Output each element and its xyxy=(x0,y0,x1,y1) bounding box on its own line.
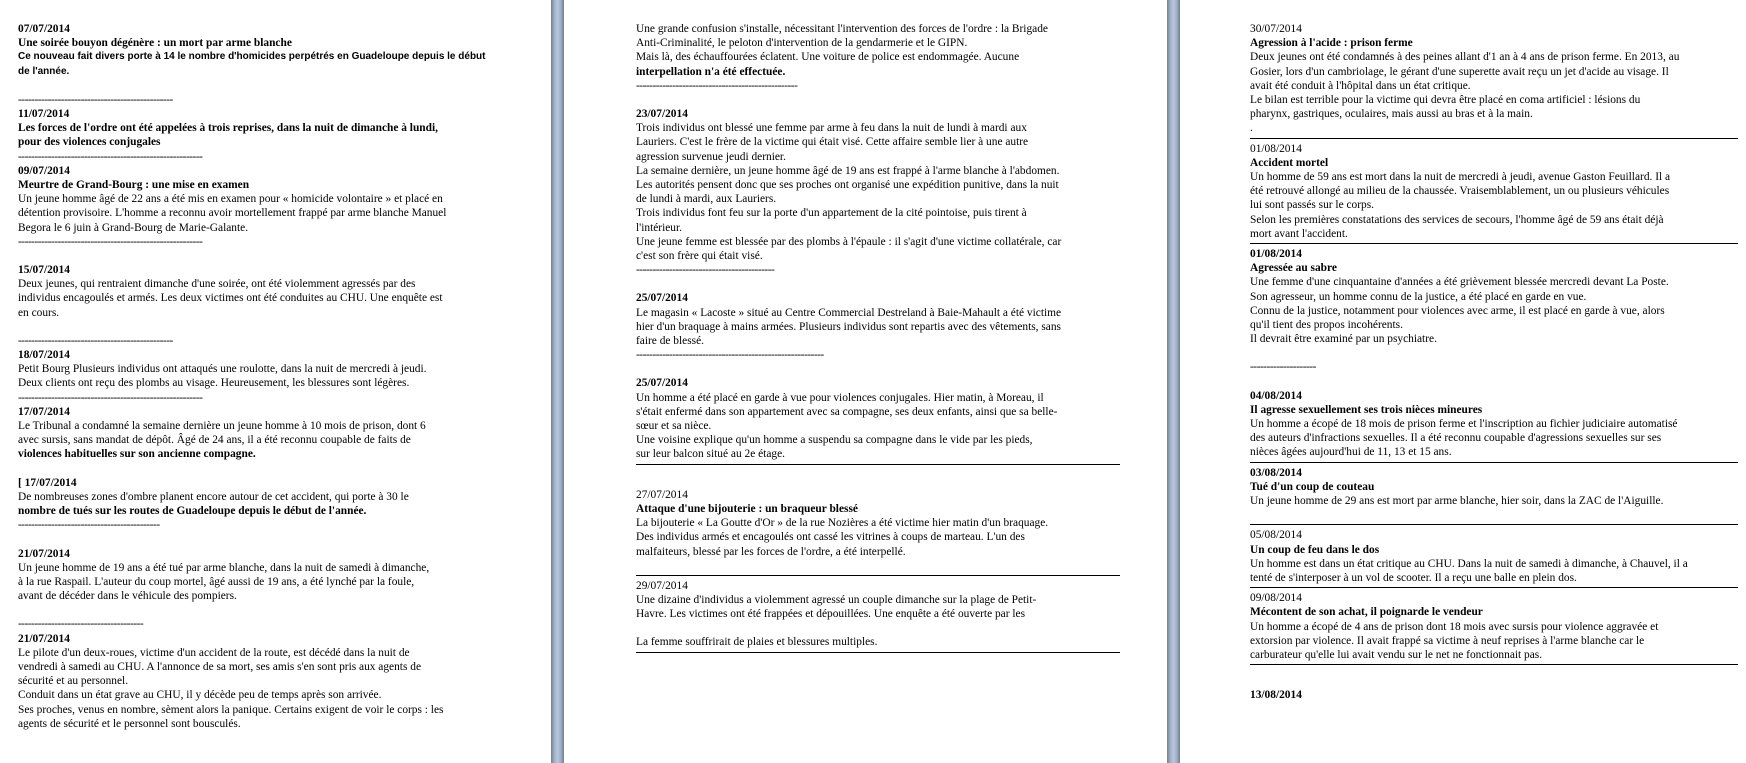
dashed-separator: ------------------------------------------ xyxy=(636,264,775,277)
text-line: Havre. Les victimes ont été frappées et dépouillées. Une enquête a été ouverte par les xyxy=(636,608,1026,621)
text-line: détention provisoire. L'homme a reconnu avoir mortellement frappé par arme blanche Manuel xyxy=(18,207,447,220)
text-line: Mais là, des échauffourées éclatent. Une voiture de police est endommagée. Aucune xyxy=(636,51,1020,64)
article-date: 07/07/2014 xyxy=(18,23,70,35)
spacer xyxy=(636,362,1120,376)
spacer xyxy=(636,468,1120,488)
text-line: pour des violences conjugales xyxy=(18,136,161,149)
text-line: Un homme a écopé de 18 mois de prison ferme et l'inscription au fichier judiciaire automatisé xyxy=(1250,418,1678,431)
text-line: carburateur qu'elle lui avait vendu sur le net ne fonctionnait pas. xyxy=(1250,648,1543,661)
separator-rule xyxy=(636,464,1120,465)
text-line: Attaque d'une bijouterie : un braqueur blessé xyxy=(636,502,858,515)
article-date: 01/08/2014 xyxy=(1250,248,1302,261)
text-line: Tué d'un coup de couteau xyxy=(1250,480,1375,493)
text-line: de l'année. xyxy=(18,65,70,77)
dashed-separator: -------------------------------------------------------- xyxy=(18,235,203,248)
text-line: De nombreuses zones d'ombre planent encore autour de cet accident, qui porte à 30 le xyxy=(18,490,409,503)
dashed-separator: -------------------- xyxy=(1250,361,1316,374)
text-line: Lauriers. C'est le frère de la victime qui était visé. Cette affaire semble lier à une autre xyxy=(636,136,1029,149)
text-line: sécurité et au personnel. xyxy=(18,675,129,688)
article-date: 03/08/2014 xyxy=(1250,466,1302,479)
text-line: Petit Bourg Plusieurs individus ont attaqués une roulotte, dans la nuit de mercredi à jeudi. xyxy=(18,363,427,376)
dashed-separator: ------------------------------------------------- xyxy=(636,79,798,92)
text-line: agents de sécurité et le personnel sont bousculés. xyxy=(18,717,241,730)
spacer xyxy=(18,320,538,334)
text-line: Accident mortel xyxy=(1250,156,1329,169)
text-line: faire de blessé. xyxy=(636,335,704,348)
text-line: Un homme de 59 ans est mort dans la nuit de mercredi à jeudi, avenue Gaston Feuillard. Il a xyxy=(1250,171,1671,184)
text-line: mort avant l'accident. xyxy=(1250,227,1348,240)
text-line: sœur et sa nièce. xyxy=(636,420,712,433)
text-line: La semaine dernière, un jeune homme âgé de 19 ans est frappé à l'arme blanche à l'abdomen. xyxy=(636,164,1060,177)
article-date: 30/07/2014 xyxy=(1250,23,1302,35)
separator-rule xyxy=(1250,462,1738,463)
separator-rule xyxy=(1250,524,1738,525)
text-line: La bijouterie « La Goutte d'Or » de la rue Nozières a été victime hier matin d'un braquage. xyxy=(636,517,1049,530)
text-line: Le Tribunal a condamné la semaine dernière un jeune homme à 10 mois de prison, dont 6 xyxy=(18,420,426,433)
article-date: 09/08/2014 xyxy=(1250,592,1302,605)
text-line: hier d'un braquage à mains armées. Plusieurs individus sont repartis avec des vêtements, sans xyxy=(636,320,1061,333)
text-line: Selon les premières constatations des services de secours, l'homme âgé de 59 ans était déjà xyxy=(1250,213,1664,226)
spacer xyxy=(636,93,1120,107)
dashed-separator: -------------------------------------------------------- xyxy=(18,391,203,404)
text-line: Un homme est dans un état critique au CHU. Dans la nuit de samedi à dimanche, à Chauvel, il a xyxy=(1250,557,1688,570)
separator-rule xyxy=(1250,243,1738,244)
spacer xyxy=(18,533,538,547)
text-line: violences habituelles sur son ancienne compagne. xyxy=(18,448,256,461)
dashed-separator: --------------------------------------------------------- xyxy=(636,349,824,362)
text-line: des auteurs d'infractions sexuelles. Il a été reconnu coupable d'agressions sexuelles sur ses xyxy=(1250,432,1662,445)
text-line: été retrouvé allongé au milieu de la chaussée. Vraisemblablement, un ou plusieurs véhicules xyxy=(1250,185,1670,198)
dashed-separator: -------------------------------------------------------- xyxy=(18,150,203,163)
spacer xyxy=(18,603,538,617)
article-date: 23/07/2014 xyxy=(636,108,688,121)
article-date: 25/07/2014 xyxy=(636,292,688,305)
dashed-separator: ----------------------------------------------- xyxy=(18,334,173,347)
text-line: Une voisine explique qu'un homme a suspendu sa compagne dans le vide par les pieds, xyxy=(636,434,1033,447)
text-line: Deux jeunes ont été condamnés à des peines allant d'1 an à 4 ans de prison ferme. En 2013, au xyxy=(1250,51,1680,64)
text-line: Les autorités pensent donc que ses proches ont organisé une expédition punitive, dans la nuit xyxy=(636,179,1059,192)
article-date: 01/08/2014 xyxy=(1250,142,1302,155)
separator-rule xyxy=(636,575,1120,576)
text-line: vendredi à samedi au CHU. A l'annonce de sa mort, ses amis s'en sont pris aux agents de xyxy=(18,660,422,673)
text-line: extorsion par violence. Il avait frappé sa victime à neuf reprises à l'arme blanche car le xyxy=(1250,634,1645,647)
text-line: nombre de tués sur les routes de Guadeloupe depuis le début de l'année. xyxy=(18,505,367,518)
text-line: avec sursis, sans mandat de dépôt. Âgé de 24 ans, il a été reconnu coupable de faits de xyxy=(18,434,411,447)
text-line: nièces âgées aujourd'hui de 11, 13 et 15 ans. xyxy=(1250,446,1452,459)
text-line: Deux jeunes, qui rentraient dimanche d'une soirée, ont été violemment agressés par des xyxy=(18,278,416,291)
dashed-separator: ------------------------------------------- xyxy=(18,519,160,532)
text-line: Une soirée bouyon dégénère : un mort par arme blanche xyxy=(18,37,292,50)
spacer xyxy=(18,79,538,93)
text-line: sur leur balcon situé au 2e étage. xyxy=(636,448,785,461)
spacer xyxy=(1250,346,1738,360)
text-line: Il devrait être examiné par un psychiatre. xyxy=(1250,333,1437,346)
text-line: Les forces de l'ordre ont été appelées à trois reprises, dans la nuit de dimanche à lundi, xyxy=(18,122,438,135)
separator-rule xyxy=(636,652,1120,653)
text-line: avait été conduit à l'hôpital dans un état critique. xyxy=(1250,79,1471,92)
spacer xyxy=(18,249,538,263)
article-date: 21/07/2014 xyxy=(18,632,70,645)
text-line: Ce nouveau fait divers porte à 14 le nombre d'homicides perpétrés en Guadeloupe depuis le début xyxy=(18,51,486,63)
page-middle-content xyxy=(636,22,1120,656)
text-line: Trois individus ont blessé une femme par arme à feu dans la nuit de lundi à mardi aux xyxy=(636,122,1027,135)
text-line: Un jeune homme âgé de 22 ans a été mis en examen pour « homicide volontaire » et placé en xyxy=(18,193,443,206)
text-line: en cours. xyxy=(18,306,60,319)
text-line: Une femme d'une cinquantaine d'années a été grièvement blessée mercredi devant La Poste. xyxy=(1250,276,1669,289)
text-line: Un jeune homme de 19 ans a été tué par arme blanche, dans la nuit de samedi à dimanche, xyxy=(18,561,430,574)
text-line: Son agresseur, un homme connu de la justice, a été placé en garde en vue. xyxy=(1250,290,1587,303)
article-date: 04/08/2014 xyxy=(1250,389,1302,402)
text-line: Begora le 6 juin à Grand-Bourg de Marie-Galante. xyxy=(18,221,249,234)
article-date: 18/07/2014 xyxy=(18,349,70,362)
text-line: avant de décéder dans le véhicule des pompiers. xyxy=(18,590,237,603)
page-gutter-left xyxy=(551,0,564,763)
document-page-left xyxy=(0,0,551,763)
text-line: Trois individus font feu sur la porte d'un appartement de la cité pointoise, puis tirent à xyxy=(636,207,1027,220)
text-line: s'était enfermé dans son appartement avec sa compagne, ses deux enfants, ainsi que sa belle- xyxy=(636,405,1058,418)
text-line: c'est son frère qui était visé. xyxy=(636,250,763,263)
text-line: Un coup de feu dans le dos xyxy=(1250,543,1380,556)
spacer xyxy=(1250,375,1738,389)
text-line: Des individus armés et encagoulés ont cassé les vitrines à coups de marteau. L'un des xyxy=(636,531,1025,544)
text-line: Un jeune homme de 29 ans est mort par arme blanche, hier soir, dans la ZAC de l'Aiguille. xyxy=(1250,495,1664,508)
separator-rule xyxy=(1250,138,1738,139)
text-line: l'intérieur. xyxy=(636,221,683,234)
text-line: à la rue Raspail. L'auteur du coup mortel, âgé aussi de 19 ans, a été lynché par la foule, xyxy=(18,575,415,588)
text-line: Ses proches, venus en nombre, sèment alors la panique. Certains exigent de voir le corps : les xyxy=(18,703,444,716)
text-line: lui sont passés sur le corps. xyxy=(1250,199,1375,212)
text-line: Gosier, lors d'un cambriolage, le gérant d'une superette avait reçu un jet d'acide au visage. Il xyxy=(1250,65,1669,78)
text-line: pharynx, gastriques, oculaires, mais aussi au bras et à la main. xyxy=(1250,108,1533,121)
article-date: 17/07/2014 xyxy=(18,405,70,418)
text-line: Deux clients ont reçu des plombs au visage. Heureusement, les blessures sont légères. xyxy=(18,377,410,390)
text-line: Conduit dans un état grave au CHU, il y décède peu de temps après son arrivée. xyxy=(18,689,382,702)
text-line: interpellation n'a été effectuée. xyxy=(636,65,786,78)
dashed-separator: -------------------------------------- xyxy=(18,618,144,631)
article-date: 21/07/2014 xyxy=(18,547,70,560)
article-date: 13/08/2014 xyxy=(1250,689,1302,702)
text-line: de lundi à mardi, aux Lauriers. xyxy=(636,193,777,206)
text-line: agression survenue jeudi dernier. xyxy=(636,150,786,163)
spacer xyxy=(1250,668,1738,688)
article-date: 05/08/2014 xyxy=(1250,529,1302,542)
spacer xyxy=(1250,508,1738,522)
text-line: Le bilan est terrible pour la victime qui devra être placé en coma artificiel : lésions du xyxy=(1250,94,1641,107)
text-line: Une dizaine d'individus a violemment agressé un couple dimanche sur la plage de Petit- xyxy=(636,593,1037,606)
article-date: 25/07/2014 xyxy=(636,377,688,390)
separator-rule xyxy=(1250,587,1738,588)
text-line: Agression à l'acide : prison ferme xyxy=(1250,37,1413,50)
text-line: Connu de la justice, notamment pour violences avec arme, il est placé en garde à vue, alors xyxy=(1250,304,1665,317)
text-line: malfaiteurs, blessé par les forces de l'ordre, a été interpellé. xyxy=(636,545,906,558)
dashed-separator: ----------------------------------------------- xyxy=(18,93,173,106)
text-line: Anti-Criminalité, le peloton d'intervention de la gendarmerie et le GIPN. xyxy=(636,37,968,50)
text-line: Le pilote d'un deux-roues, victime d'un accident de la route, est décédé dans la nuit de xyxy=(18,646,410,659)
spacer xyxy=(636,277,1120,291)
page-right-content xyxy=(1250,22,1738,702)
document-page-right xyxy=(1180,0,1746,763)
document-page-middle xyxy=(564,0,1167,763)
text-line: La femme souffrirait de plaies et blessures multiples. xyxy=(636,636,878,649)
text-line: Le magasin « Lacoste » situé au Centre Commercial Destreland à Baie-Mahault a été victime xyxy=(636,306,1062,319)
text-line: Une grande confusion s'installe, nécessitant l'intervention des forces de l'ordre : la Brigade xyxy=(636,23,1048,35)
text-line: Une jeune femme est blessée par des plombs à l'épaule : il s'agit d'une victime collatérale, car xyxy=(636,235,1062,248)
page-left-content xyxy=(18,22,538,731)
article-date: [ 17/07/2014 xyxy=(18,476,77,489)
text-line: tenté de s'interposer à un vol de scooter. Il a reçu une balle en plein dos. xyxy=(1250,571,1577,584)
text-line: Meurtre de Grand-Bourg : une mise en examen xyxy=(18,179,250,192)
text-line: Il agresse sexuellement ses trois nièces mineures xyxy=(1250,403,1483,416)
separator-rule xyxy=(1250,664,1738,665)
text-line: Agressée au sabre xyxy=(1250,262,1337,275)
spacer xyxy=(636,559,1120,573)
text-line: . xyxy=(1250,122,1253,135)
article-date: 09/07/2014 xyxy=(18,164,70,177)
text-line: individus encagoulés et armés. Les deux victimes ont été conduites au CHU. Une enquête est xyxy=(18,292,443,305)
text-line: Mécontent de son achat, il poignarde le vendeur xyxy=(1250,606,1483,619)
text-line: qu'il tient des propos incohérents. xyxy=(1250,319,1403,332)
article-date: 15/07/2014 xyxy=(18,264,70,277)
article-date: 11/07/2014 xyxy=(18,108,70,121)
text-line: Un homme a écopé de 4 ans de prison dont 18 mois avec sursis pour violence aggravée et xyxy=(1250,620,1659,633)
text-line: Un homme a été placé en garde à vue pour violences conjugales. Hier matin, à Moreau, il xyxy=(636,391,1044,404)
page-gutter-right xyxy=(1167,0,1180,763)
article-date: 27/07/2014 xyxy=(636,488,688,501)
spacer xyxy=(18,462,538,476)
article-date: 29/07/2014 xyxy=(636,579,688,592)
spacer xyxy=(636,621,1120,635)
